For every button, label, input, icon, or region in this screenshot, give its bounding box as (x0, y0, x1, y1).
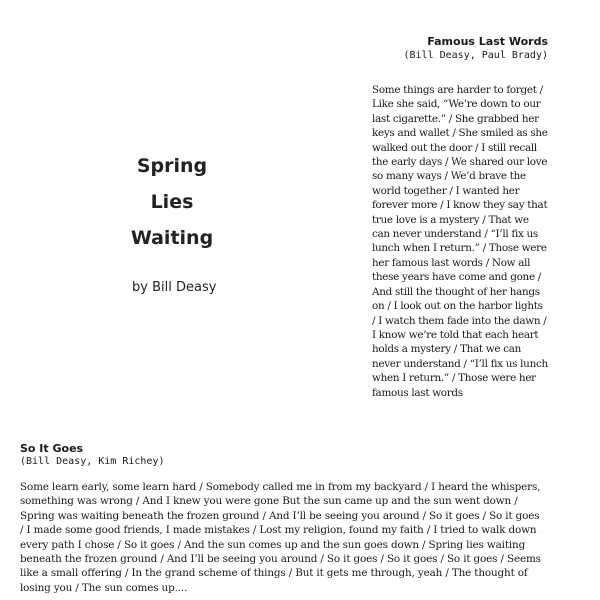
album-title-line: Spring (136, 155, 208, 177)
album-title (112, 148, 232, 256)
song-famous-last-words (372, 35, 548, 400)
song-so-it-goes (20, 442, 544, 595)
album-title-line: Lies (150, 191, 194, 213)
song-lyrics: Some things are harder to forget / Like she said, “We’re down to our last cigarette.” / She grabbed her keys and wallet / She smiled as she walked out the door / I still recall the early days / We shared our love so many ways / We’d brave the world together / I wanted her forever more / I know they say that true love is a mystery / That we can never understand / “I’ll fix us lunch when I return.” / Those were her famous last words / Now all these years have come and gone / And still the thought of her hangs on / I look out on the harbor lights / I watch them fade into the dawn / I know we’re told that each heart holds a mystery / That we can never understand / “I’ll fix us lunch when I return.” / Those were her famous last words (372, 84, 548, 399)
song-title: So It Goes (20, 442, 84, 455)
song-lyrics: Some learn early, some learn hard / Somebody called me in from my backyard / I heard the whispers, something was wrong / And I knew you were gone But the sun came up and the sun went down / Spring was waiting beneath the frozen ground / And I’ll be seeing you around / So it goes / So it goes / I made some good friends, I made mistakes / Lost my religion, found my faith / I tried to walk down every path I chose / So it goes / And the sun comes up and the sun goes down / Spring lies waiting beneath the frozen ground / And I’ll be seeing you around / So it goes / So it goes / So it goes / Seems like a small offering / In the grand scheme of things / But it gets me through, yeah / The thought of losing you / The sun comes up.... (20, 481, 541, 594)
song-credits: (Bill Deasy, Kim Richey) (20, 456, 165, 467)
album-title-line: Waiting (130, 227, 214, 249)
song-title: Famous Last Words (427, 35, 548, 48)
album-byline: by Bill Deasy (132, 280, 217, 295)
song-credits: (Bill Deasy, Paul Brady) (403, 50, 548, 61)
